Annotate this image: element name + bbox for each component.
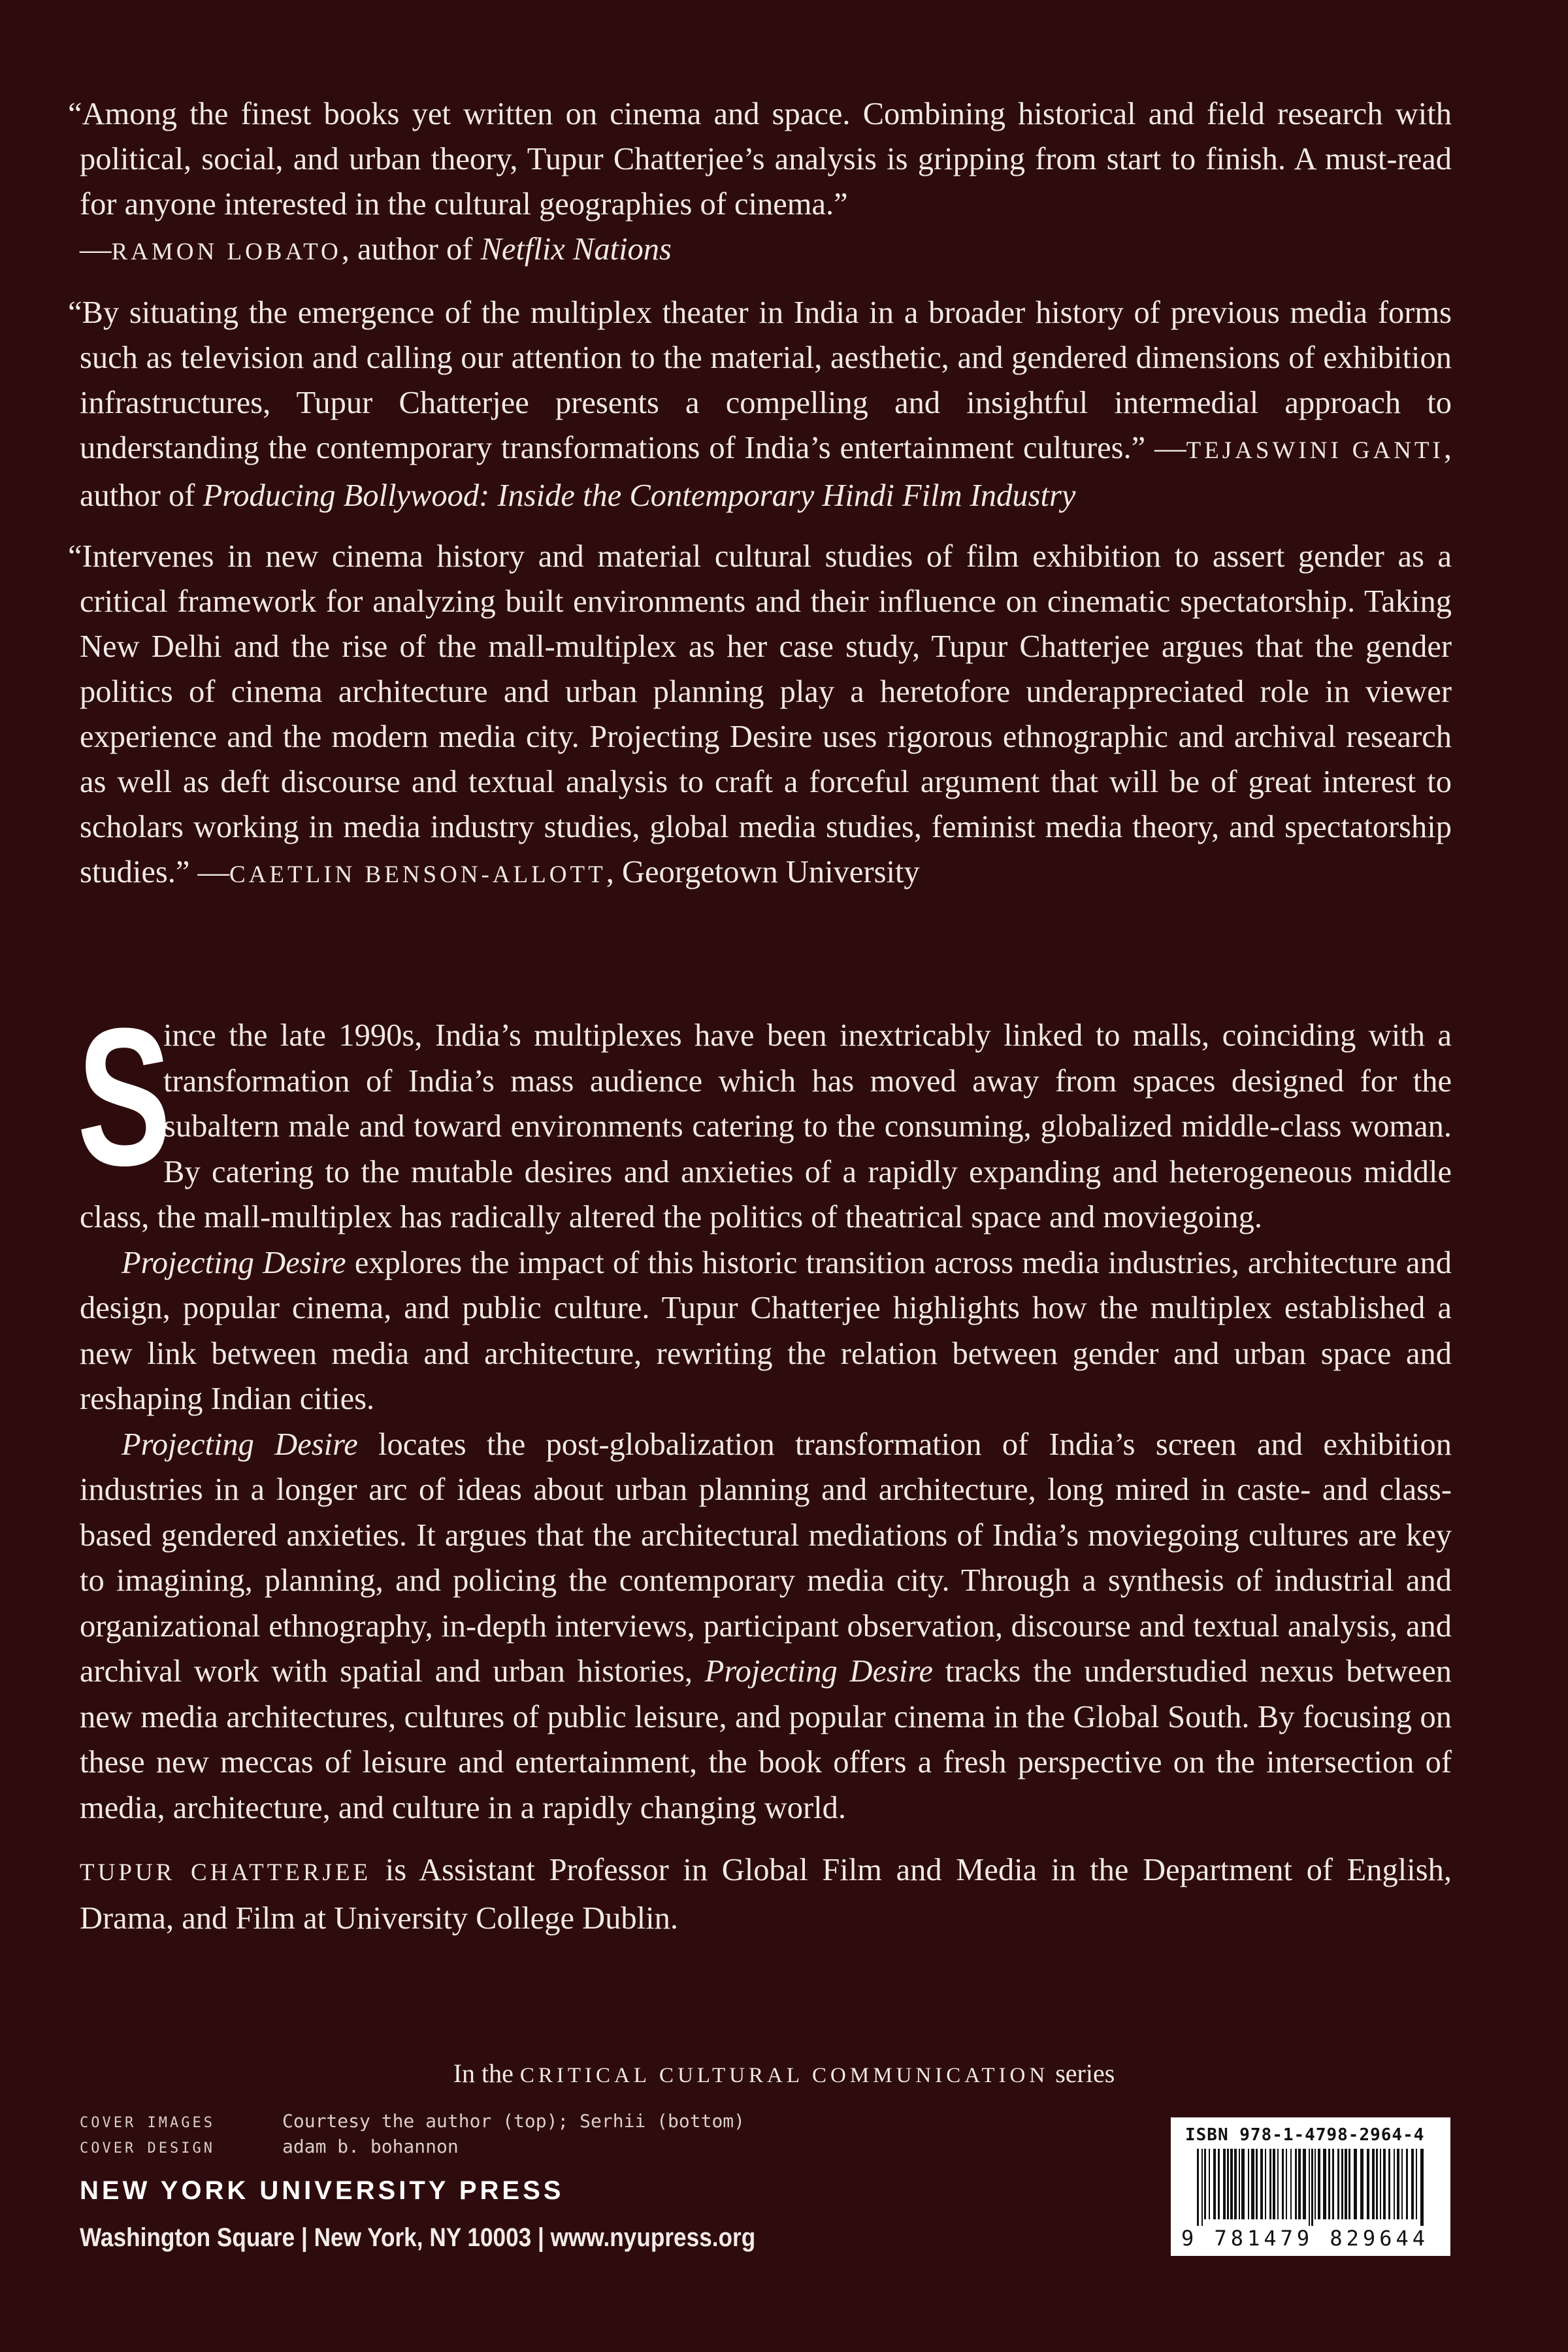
- blurb-affiliation: , Georgetown University: [606, 855, 920, 889]
- drop-cap: S: [77, 987, 172, 1206]
- book-title: Projecting Desire: [122, 1245, 346, 1280]
- blurb-quote: “By situating the emergence of the multiplex theater in India in a broader history of previous media forms such as television and calling our attention to the material, aesthetic, and gendered dimensions of exhibition infrastructures, Tupur Chatterjee presents a compelling and insightful intermedial approach to understanding the contemporary transformations of India’s entertainment cultures.”: [68, 295, 1452, 465]
- blurb-author: RAMON LOBATO: [111, 239, 342, 265]
- description-paragraph-3: Projecting Desire locates the post-globalization transformation of India’s screen and exhibition industries in a longer arc of ideas about urban planning and architecture, long mired in caste- and class-based gendered anxieties. It argues that the architectural mediations of India’s moviegoing cultures are key to imagining, planning, and policing the contemporary media city. Through a synthesis of industrial and organizational ethnography, in-depth interviews, participant observation, discourse and textual analysis, and archival work with spatial and urban histories, Projecting Desire tracks the understudied nexus between new media architectures, cultures of public leisure, and popular cinema in the Global South. By focusing on these new meccas of leisure and entertainment, the book offers a fresh perspective on the intersection of media, architecture, and culture in a rapidly changing world.: [80, 1427, 1452, 1825]
- blurb-1: [68, 91, 1452, 274]
- blurb-dash: —: [1145, 431, 1186, 465]
- blurb-2: [68, 290, 1452, 518]
- barcode-icon: [1197, 2149, 1426, 2226]
- blurb-3: [68, 534, 1452, 897]
- description-paragraph-2: Projecting Desire explores the impact of this historic transition across media industries, architecture and design, popular cinema, and public culture. Tupur Chatterjee highlights how the multiplex established a new link between media and architecture, rewriting the relation between gender and urban space and reshaping Indian cities.: [80, 1245, 1452, 1416]
- publisher-name: NEW YORK UNIVERSITY PRESS: [80, 2176, 564, 2205]
- book-title: Projecting Desire: [704, 1654, 933, 1689]
- ean-digits: 9 781479 829644: [1181, 2226, 1429, 2251]
- endorsements: [68, 91, 1452, 913]
- book-title: Projecting Desire: [122, 1427, 358, 1462]
- blurb-quote: “Intervenes in new cinema history and material cultural studies of film exhibition to assert gender as a critical framework for analyzing built environments and their influence on cinematic spectatorship. Taking New Delhi and the rise of the mall-multiplex as her case study, Tupur Chatterjee argues that the gender politics of cinema architecture and urban planning play a heretofore underappreciated role in viewer experience and the modern media city. Projecting Desire uses rigorous ethnographic and archival research as well as deft discourse and textual analysis to craft a forceful argument that will be of great interest to scholars working in media industry studies, global media studies, feminist media theory, and spectatorship studies.”: [68, 539, 1452, 889]
- author-bio-text: is Assistant Professor in Global Film and Media in the Department of English, Drama, and Film at University College Dublin.: [80, 1853, 1452, 1936]
- series-line: In the CRITICAL CULTURAL COMMUNICATION series: [453, 2059, 1115, 2088]
- blurb-author: TEJASWINI GANTI: [1186, 437, 1444, 464]
- isbn-barcode: [1171, 2117, 1450, 2256]
- blurb-affiliation: , author of: [341, 232, 481, 267]
- blurb-book-title: Producing Bollywood: Inside the Contemporary Hindi Film Industry: [203, 478, 1076, 513]
- blurb-dash: —: [189, 855, 230, 889]
- blurb-author: CAETLIN BENSON-ALLOTT: [229, 861, 606, 888]
- cover-design-credit: COVER DESIGN adam b. bohannon: [80, 2136, 459, 2157]
- cover-images-credit: COVER IMAGES Courtesy the author (top); Serhii (bottom): [80, 2110, 745, 2132]
- blurb-dash: —: [80, 232, 112, 267]
- series-name: CRITICAL CULTURAL COMMUNICATION: [519, 2064, 1049, 2087]
- isbn-label: ISBN 978-1-4798-2964-4: [1185, 2125, 1425, 2145]
- cover-credits: [80, 2110, 745, 2161]
- description-paragraph-1: S ince the late 1990s, India’s multiplexes have been inextricably linked to malls, coinciding with a transformation of India’s mass audience which has moved away from spaces designed for the subaltern male and toward environments catering to the consuming, globalized middle-class woman. By catering to the mutable desires and anxieties of a rapidly expanding and heterogeneous middle class, the mall-multiplex has radically altered the politics of theatrical space and moviegoing.: [77, 987, 1452, 1234]
- blurb-affiliation: , author of: [80, 431, 1452, 513]
- author-bio: [80, 1847, 1452, 1941]
- blurb-quote: “Among the finest books yet written on cinema and space. Combining historical and field research with political, social, and urban theory, Tupur Chatterjee’s analysis is gripping from start to finish. A must-read for anyone interested in the cultural geographies of cinema.”: [68, 97, 1452, 222]
- book-description: [77, 987, 1452, 1941]
- publisher-address: Washington Square | New York, NY 10003 | www.nyupress.org: [80, 2223, 756, 2252]
- author-name: TUPUR CHATTERJEE: [80, 1859, 372, 1886]
- blurb-book-title: Netflix Nations: [480, 232, 672, 267]
